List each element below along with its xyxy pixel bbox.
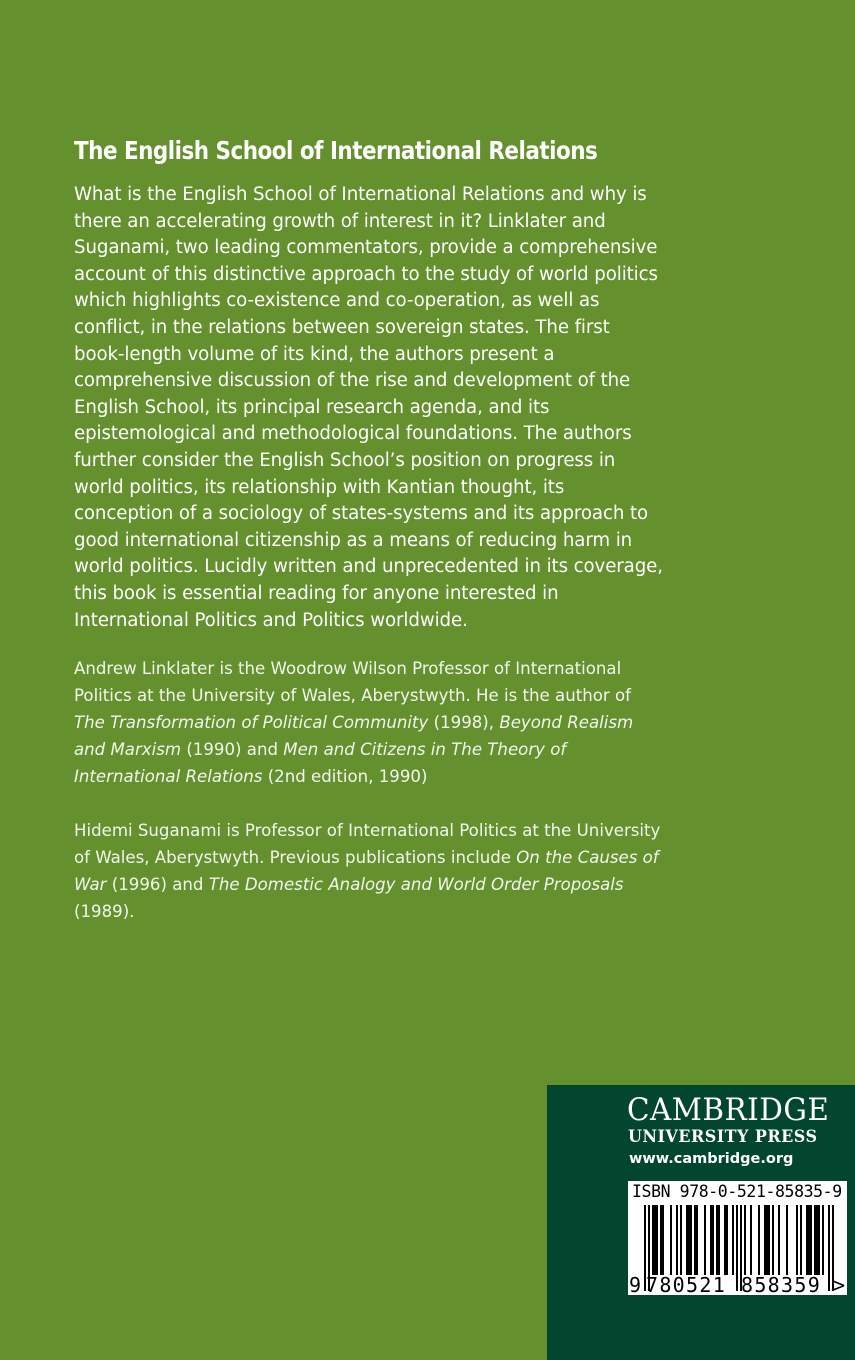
barcode-bar: [764, 1205, 766, 1275]
barcode-bar: [662, 1205, 664, 1275]
work-title: On the Causes of War: [74, 848, 659, 895]
barcode-bar: [744, 1205, 746, 1275]
barcode-bar: [772, 1205, 774, 1275]
barcode-bar: [800, 1205, 802, 1275]
work-title: Beyond Realism and Marxism: [74, 713, 634, 760]
barcode-bar: [810, 1205, 812, 1275]
barcode-bar: [808, 1205, 810, 1275]
barcode-bar: [694, 1205, 696, 1275]
publisher-subname: UNIVERSITY PRESS: [628, 1127, 818, 1147]
isbn-barcode: [628, 1181, 847, 1295]
barcode-bar: [786, 1205, 788, 1275]
author-bio-linklater: Andrew Linklater is the Woodrow Wilson Professor of International Politics at the University of Wales, Aberystwyth. He is the author of The Transformation of Political Community (1998), Beyond Realism and Marxism (1990) and Men and Citizens in The Theory of International Relations (2nd edition, 1990): [74, 659, 634, 787]
barcode-bar: [726, 1205, 728, 1275]
barcode-bar: [688, 1205, 690, 1275]
barcode-bar: [710, 1205, 712, 1275]
barcode-right-digits: 858359: [741, 1273, 822, 1297]
barcode-lead-digit: 9: [629, 1273, 642, 1297]
barcode-bar: [690, 1205, 692, 1275]
work-title: The Domestic Analogy and World Order Proposals: [208, 875, 624, 895]
barcode-bar: [704, 1205, 706, 1275]
barcode-bar: [732, 1205, 734, 1275]
barcode-bar: [822, 1205, 824, 1275]
barcode-left-digits: 780521: [646, 1273, 727, 1297]
barcode-bar: [656, 1205, 658, 1275]
barcode-bar: [766, 1205, 768, 1275]
barcode-digits: [628, 1273, 847, 1295]
barcode-bar: [750, 1205, 752, 1275]
publisher-url[interactable]: www.cambridge.org: [629, 1151, 794, 1167]
barcode-bar: [724, 1205, 726, 1275]
barcode-bar: [814, 1205, 816, 1275]
barcode-bar: [768, 1205, 770, 1275]
work-title: The Transformation of Political Community: [74, 713, 429, 733]
barcode-bar: [652, 1205, 654, 1275]
author-bio-suganami: Hidemi Suganami is Professor of International Politics at the University of Wales, Aberystwyth. Previous publications include On the Causes of War (1996) and The Domestic Analogy and World Order Proposals (1989).: [74, 821, 661, 922]
barcode-bar: [680, 1205, 682, 1275]
barcode-bar: [718, 1205, 720, 1275]
isbn-label: ISBN 978-0-521-85835-9: [632, 1182, 842, 1201]
barcode-bar: [816, 1205, 818, 1275]
barcode-bar: [716, 1205, 718, 1275]
barcode-arrow: >: [833, 1273, 846, 1297]
barcode-bar: [686, 1205, 688, 1275]
barcode-bar: [796, 1205, 798, 1275]
barcode-bar: [676, 1205, 678, 1275]
work-title: Men and Citizens in The Theory of International Relations: [74, 740, 567, 787]
barcode-bar: [670, 1205, 672, 1275]
barcode-bar: [758, 1205, 760, 1275]
publisher-name: CAMBRIDGE: [627, 1092, 830, 1128]
barcode-bar: [778, 1205, 780, 1275]
publisher-panel: [547, 1085, 855, 1360]
barcode-bar: [696, 1205, 698, 1275]
barcode-bar: [818, 1205, 820, 1275]
book-title: The English School of International Relations: [74, 136, 598, 165]
back-cover-content: [74, 132, 664, 925]
book-blurb: What is the English School of International Relations and why is there an accelerating growth of interest in it? Linklater and Suganami, two leading commentators, provide a comprehensive account of this distinctive approach to the study of world politics which highlights co-existence and co-operation, as well as conflict, in the relations between sovereign states. The first book-length volume of its kind, the authors present a comprehensive discussion of the rise and development of the English School, its principal research agenda, and its epistemological and methodological foundations. The authors further consider the English School’s position on progress in world politics, its relationship with Kantian thought, its conception of a sociology of states-systems and its approach to good international citizenship as a means of reducing harm in world politics. Lucidly written and unprecedented in its coverage, this book is essential reading for anyone interested in International Politics and Politics worldwide.: [74, 184, 663, 631]
barcode-bar: [806, 1205, 808, 1275]
barcode-bar: [654, 1205, 656, 1275]
barcode-bar: [712, 1205, 714, 1275]
barcode-bar: [660, 1205, 662, 1275]
